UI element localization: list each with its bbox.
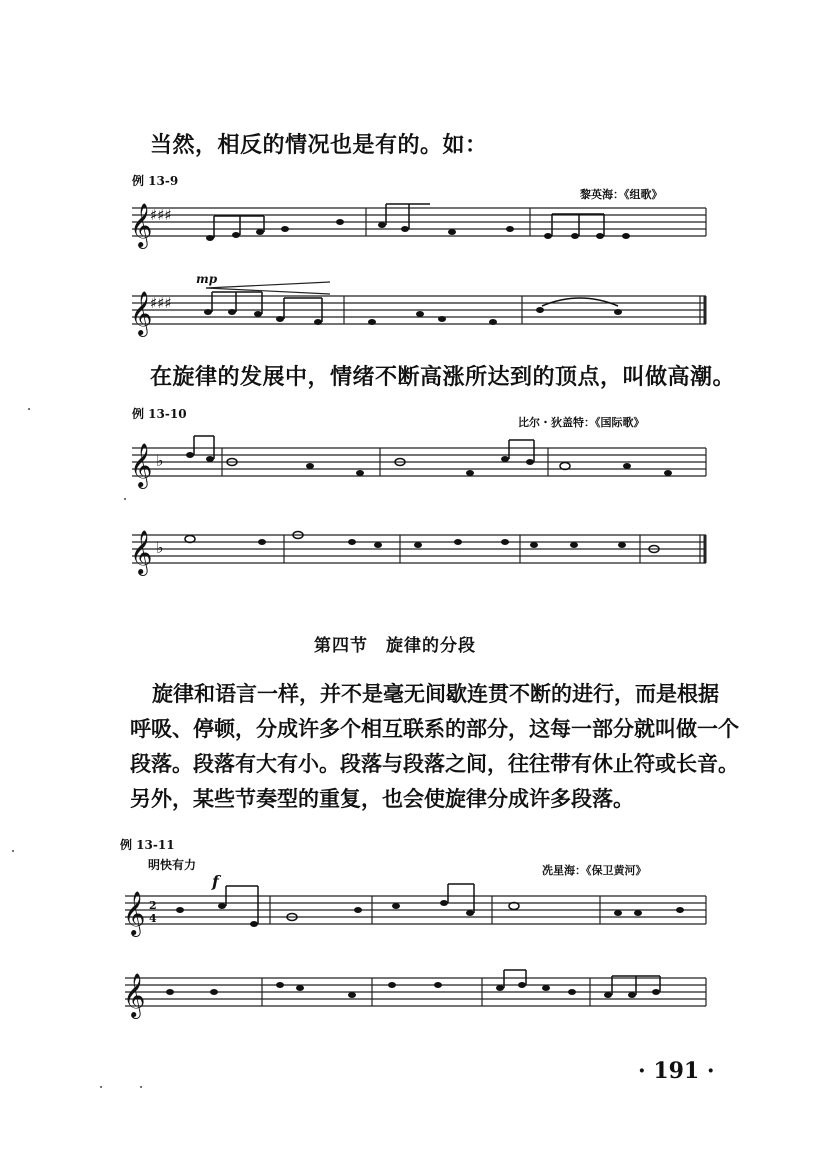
music-staff-13-10-line-2 — [0, 525, 827, 585]
tempo-marking: 明快有力 — [148, 858, 197, 872]
time-signature-bottom: 4 — [149, 912, 157, 925]
example-label-13-9: 例 13-9 — [132, 174, 179, 188]
svg-text:𝄞: 𝄞 — [130, 530, 153, 574]
body-line-3: 段落。段落有大有小。段落与段落之间，往往带有休止符或长音。 — [130, 751, 739, 776]
body-line-1: 旋律和语言一样，并不是毫无间歇连贯不断的进行，而是根据 — [152, 681, 719, 706]
scan-speck — [100, 1086, 102, 1088]
dynamic-marking-mp: mp — [196, 272, 218, 286]
example-label-13-11: 例 13-11 — [120, 838, 175, 852]
svg-text:♭: ♭ — [156, 538, 164, 557]
svg-text:𝄞: 𝄞 — [130, 443, 153, 487]
page-number: · 191 · — [638, 1058, 715, 1084]
body-line-4: 另外，某些节奏型的重复，也会使旋律分成许多段落。 — [130, 786, 634, 811]
scan-speck — [140, 1086, 142, 1088]
section-title: 第四节 旋律的分段 — [314, 636, 476, 656]
key-sharps-icon: ♯♯♯ — [150, 206, 172, 224]
scan-speck — [28, 408, 30, 410]
paragraph-climax: 在旋律的发展中，情绪不断高涨所达到的顶点，叫做高潮。 — [150, 364, 736, 390]
svg-text:𝄞: 𝄞 — [123, 973, 146, 1017]
scan-speck — [12, 850, 14, 852]
music-staff-13-11-line-2 — [0, 968, 827, 1028]
example-attribution-13-10: 比尔・狄盖特：《国际歌》 — [518, 416, 645, 429]
body-line-2: 呼吸、停顿，分成许多个相互联系的部分，这每一部分就叫做一个 — [130, 716, 739, 741]
svg-text:𝄞: 𝄞 — [130, 291, 153, 335]
svg-text:♯♯♯: ♯♯♯ — [150, 294, 172, 312]
music-staff-13-9-line-2 — [0, 284, 827, 344]
dynamic-marking-f: f — [212, 872, 219, 891]
time-signature-top: 2 — [149, 899, 157, 912]
key-flat-icon: ♭ — [156, 451, 164, 470]
paragraph-intro: 当然，相反的情况也是有的。如： — [150, 132, 488, 158]
example-attribution-13-9: 黎英海：《组歌》 — [580, 188, 663, 201]
svg-text:𝄞: 𝄞 — [123, 891, 146, 935]
treble-clef-icon: 𝄞 — [130, 203, 153, 247]
example-label-13-10: 例 13-10 — [132, 407, 187, 421]
body-paragraph — [130, 676, 739, 816]
music-staff-13-11-line-1 — [0, 886, 827, 946]
music-staff-13-9-line-1 — [0, 198, 827, 258]
scan-speck — [124, 498, 126, 500]
music-staff-13-10-line-1 — [0, 442, 827, 502]
example-attribution-13-11: 冼星海：《保卫黄河》 — [542, 864, 647, 877]
